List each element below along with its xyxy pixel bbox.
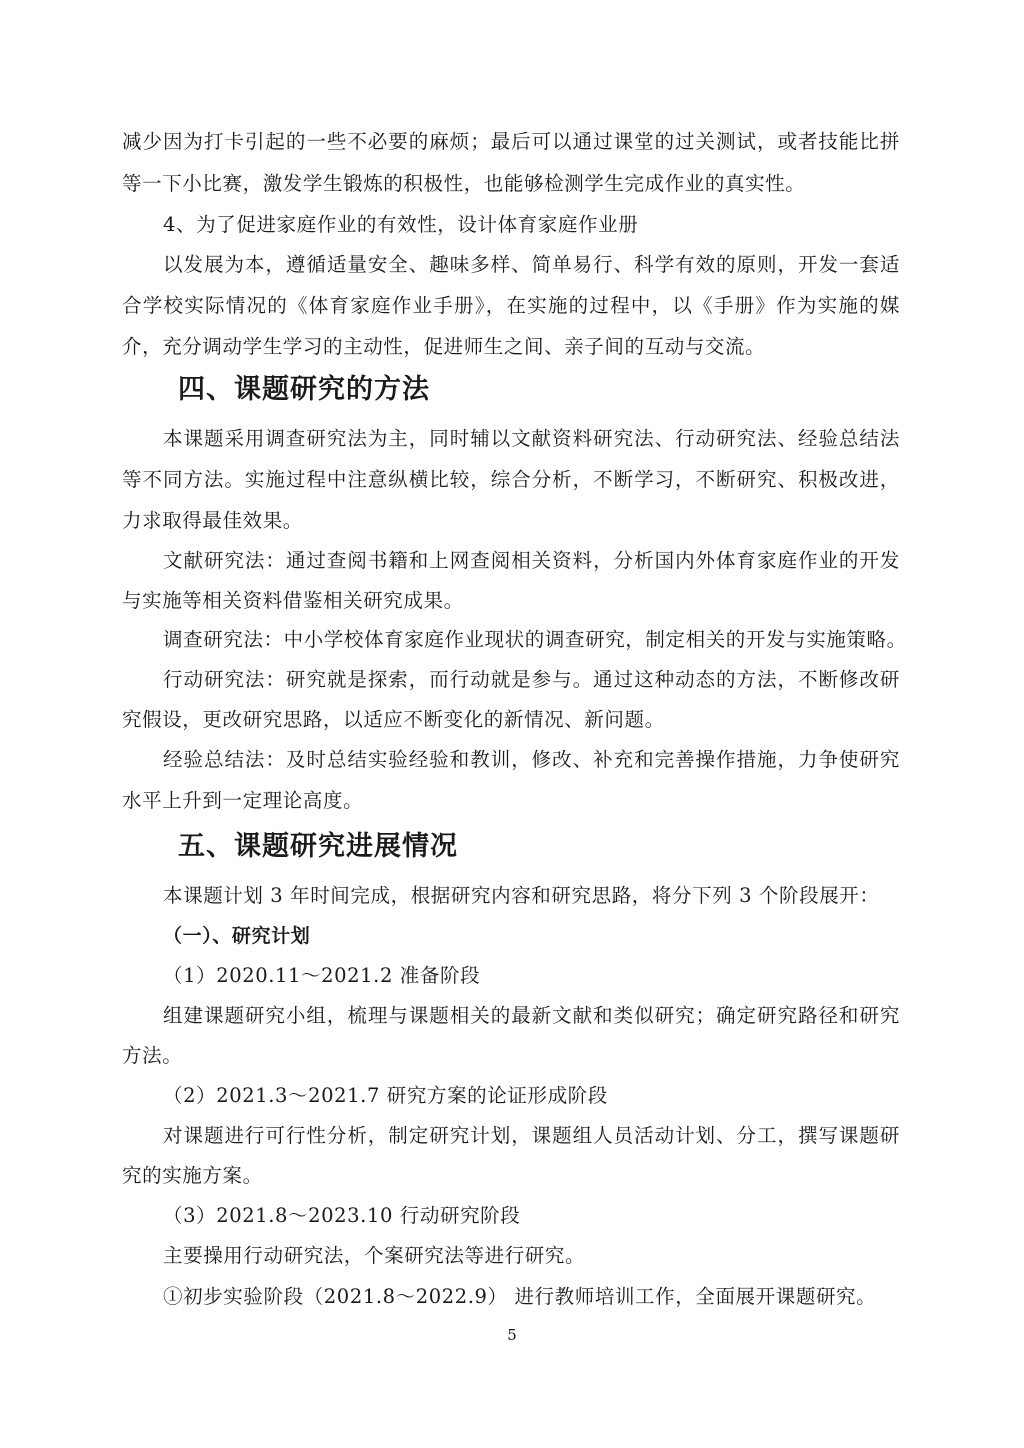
paragraph-line: 以发展为本，遵循适量安全、趣味多样、简单易行、科学有效的原则，开发一套适 — [163, 253, 900, 276]
section-heading-4: 四、课题研究的方法 — [178, 374, 430, 405]
page-number: 5 — [507, 1326, 517, 1344]
paragraph-line: 经验总结法：及时总结实验经验和教训，修改、补充和完善操作措施，力争使研究 — [163, 748, 900, 771]
paragraph-line: ①初步实验阶段（2021.8～2022.9） 进行教师培训工作，全面展开课题研究。 — [163, 1285, 877, 1308]
paragraph-line: 究假设，更改研究思路，以适应不断变化的新情况、新问题。 — [122, 708, 665, 731]
paragraph-line: 合学校实际情况的《体育家庭作业手册》，在实施的过程中，以《手册》作为实施的媒 — [122, 294, 900, 317]
paragraph-line: 本课题计划 3 年时间完成，根据研究内容和研究思路，将分下列 3 个阶段展开： — [163, 884, 880, 907]
list-heading: 4、为了促进家庭作业的有效性，设计体育家庭作业册 — [163, 213, 639, 236]
paragraph-line: 力求取得最佳效果。 — [122, 509, 303, 532]
paragraph-line: 主要操用行动研究法，个案研究法等进行研究。 — [163, 1244, 586, 1267]
paragraph-line: 对课题进行可行性分析，制定研究计划，课题组人员活动计划、分工，撰写课题研 — [163, 1124, 900, 1147]
section-heading-5: 五、课题研究进展情况 — [178, 831, 458, 862]
paragraph-line: 行动研究法：研究就是探索，而行动就是参与。通过这种动态的方法，不断修改研 — [163, 668, 900, 691]
paragraph-line: 文献研究法：通过查阅书籍和上网查阅相关资料，分析国内外体育家庭作业的开发 — [163, 549, 900, 572]
paragraph-line: 水平上升到一定理论高度。 — [122, 789, 364, 812]
paragraph-line: 本课题采用调查研究法为主，同时辅以文献资料研究法、行动研究法、经验总结法 — [163, 427, 900, 450]
paragraph-line: 调查研究法：中小学校体育家庭作业现状的调查研究，制定相关的开发与实施策略。 — [163, 628, 907, 651]
paragraph-line: 组建课题研究小组，梳理与课题相关的最新文献和类似研究；确定研究路径和研究 — [163, 1004, 900, 1027]
phase-heading: （3）2021.8～2023.10 行动研究阶段 — [163, 1204, 521, 1227]
subsection-heading: （一）、研究计划 — [163, 925, 311, 947]
paragraph-line: 等一下小比赛，激发学生锻炼的积极性，也能够检测学生完成作业的真实性。 — [122, 172, 806, 195]
paragraph-line: 减少因为打卡引起的一些不必要的麻烦；最后可以通过课堂的过关测试，或者技能比拼 — [122, 130, 900, 153]
paragraph-line: 等不同方法。实施过程中注意纵横比较，综合分析，不断学习，不断研究、积极改进， — [122, 468, 900, 491]
paragraph-line: 方法。 — [122, 1044, 183, 1067]
paragraph-line: 究的实施方案。 — [122, 1164, 263, 1187]
phase-heading: （2）2021.3～2021.7 研究方案的论证形成阶段 — [163, 1084, 608, 1107]
paragraph-line: 介，充分调动学生学习的主动性，促进师生之间、亲子间的互动与交流。 — [122, 335, 766, 358]
paragraph-line: 与实施等相关资料借鉴相关研究成果。 — [122, 589, 464, 612]
phase-heading: （1）2020.11～2021.2 准备阶段 — [163, 964, 481, 987]
